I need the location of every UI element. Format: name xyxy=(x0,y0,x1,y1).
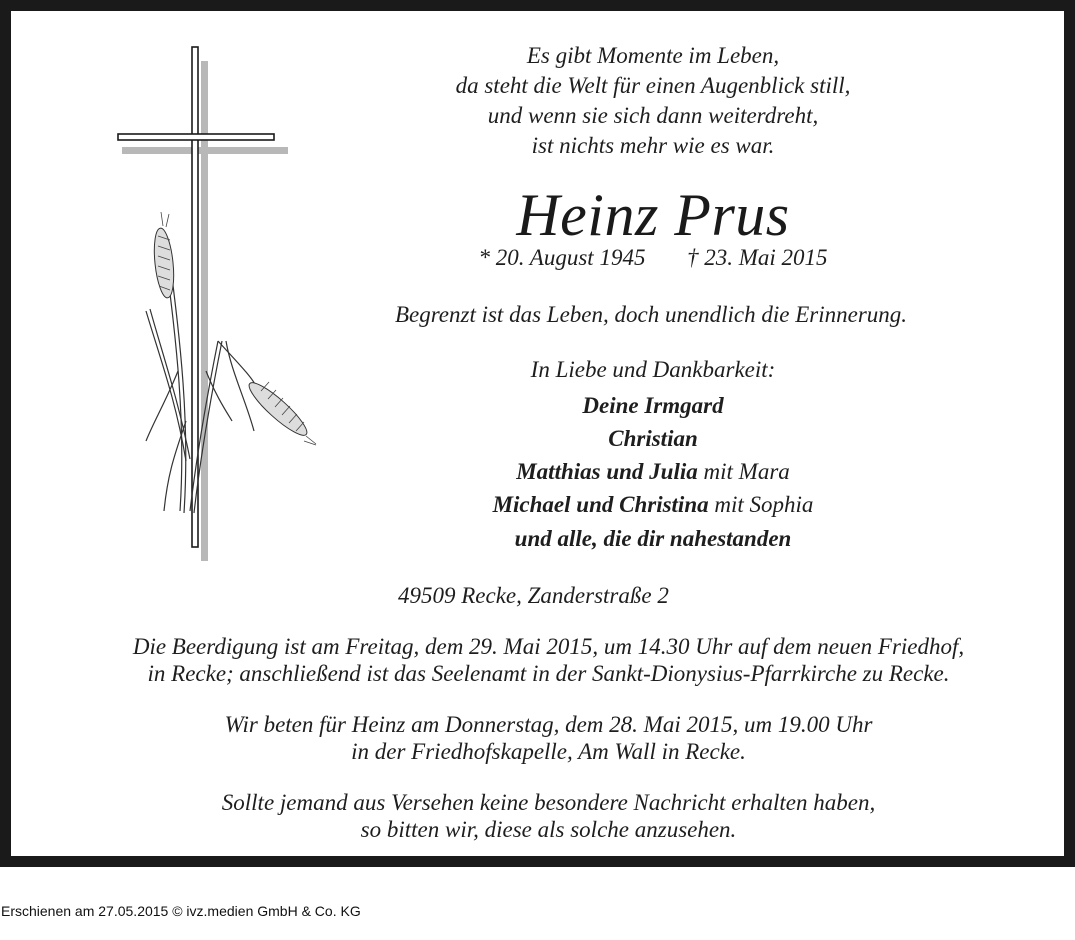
family-member-child: mit Mara xyxy=(697,459,790,484)
life-dates xyxy=(353,245,953,271)
poem-line: Es gibt Momente im Leben, xyxy=(526,43,780,68)
funeral-line: in Recke; anschließend ist das Seelenamt in der Sankt-Dionysius-Pfarrkirche zu Recke. xyxy=(147,661,950,686)
poem-line: da steht die Welt für einen Augenblick still, xyxy=(455,73,851,98)
deceased-name: Heinz Prus xyxy=(516,182,790,248)
funeral-info xyxy=(31,633,1066,687)
prayer-line: Wir beten für Heinz am Donnerstag, dem 28. Mai 2015, um 19.00 Uhr xyxy=(224,712,873,737)
family-member xyxy=(353,459,953,485)
family-member: und alle, die dir nahestanden xyxy=(514,526,792,551)
family-member-names: Matthias und Julia xyxy=(516,459,698,484)
cross-with-wheat-icon xyxy=(106,41,326,571)
address: 49509 Recke, Zanderstraße 2 xyxy=(398,583,669,608)
family-intro: In Liebe und Dankbarkeit: xyxy=(530,357,776,382)
prayer-line: in der Friedhofskapelle, Am Wall in Recke. xyxy=(351,739,746,764)
memorial-quote: Begrenzt ist das Leben, doch unendlich die Erinnerung. xyxy=(394,302,908,327)
closing-line: Sollte jemand aus Versehen keine besondere Nachricht erhalten haben, xyxy=(221,790,876,815)
family-member: Deine Irmgard xyxy=(582,393,724,418)
funeral-line: Die Beerdigung ist am Freitag, dem 29. Mai 2015, um 14.30 Uhr auf dem neuen Friedhof, xyxy=(132,634,965,659)
death-date: † 23. Mai 2015 xyxy=(686,245,828,270)
family-member-names: Michael und Christina xyxy=(492,492,709,517)
closing-note xyxy=(31,789,1066,843)
poem-line: und wenn sie sich dann weiterdreht, xyxy=(487,103,819,128)
poem-line: ist nichts mehr wie es war. xyxy=(531,133,775,158)
closing-line: so bitten wir, diese als solche anzusehen. xyxy=(360,817,737,842)
birth-date: * 20. August 1945 xyxy=(478,245,646,270)
prayer-info xyxy=(31,711,1066,765)
family-member xyxy=(353,492,953,518)
family-member-child: mit Sophia xyxy=(708,492,814,517)
publication-footer: Erschienen am 27.05.2015 © ivz.medien GmbH & Co. KG xyxy=(1,903,361,919)
family-member: Christian xyxy=(608,426,698,451)
